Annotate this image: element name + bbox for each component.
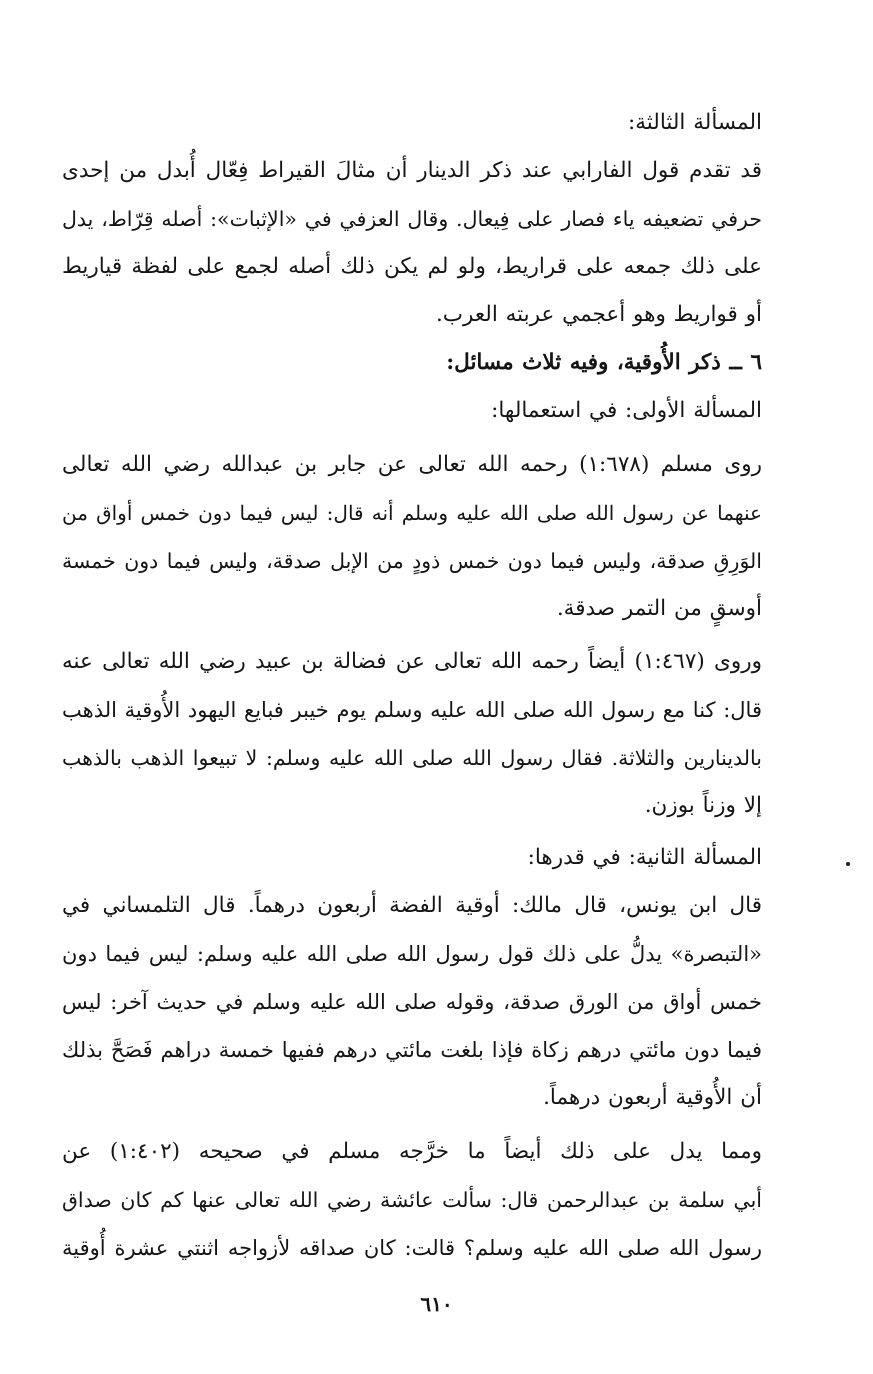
paragraph-line: روى مسلم (١:٦٧٨) رحمه الله تعالى عن جابر بن عبدالله رضي الله تعالى [62, 452, 763, 477]
paragraph-line: الوَرِقِ صدقة، وليس فيما دون خمس ذودٍ من الإبل صدقة، وليس فيما دون خمسة [62, 549, 762, 573]
section-block-5 [62, 1128, 762, 1272]
section-block-3 [62, 638, 762, 830]
paragraph-line: أبي سلمة بن عبدالرحمن قال: سألت عائشة رضي الله تعالى عنها كم كان صداق [62, 1188, 762, 1212]
page-number: ٦١٠ [420, 1292, 453, 1316]
paragraph-line: قد تقدم قول الفارابي عند ذكر الدينار أن مثالَ القيراط فِعّال أُبدل من إحدى [62, 158, 762, 183]
paragraph-line: قال: كنا مع رسول الله صلى الله عليه وسلم يوم خيبر فبايع اليهود الأُوقية الذهب [62, 698, 762, 722]
section-heading-uqiyya: ٦ ــ ذكر الأُوقية، وفيه ثلاث مسائل: [446, 350, 762, 375]
paragraph-line: رسول الله صلى الله عليه وسلم؟ قالت: كان صداقه لأزواجه اثنتي عشرة أُوقية [62, 1236, 762, 1260]
section-block-1 [62, 99, 762, 435]
paragraph-line: خمس أواق من الورق صدقة، وقوله صلى الله عليه وسلم في حديث آخر: ليس [62, 990, 762, 1014]
paragraph-line: إلا وزناً بوزن. [644, 793, 762, 818]
paragraph-line: «التبصرة» يدلُّ على ذلك قول رسول الله صلى الله عليه وسلم: ليس فيما دون [62, 942, 762, 966]
paragraph-line: بالدينارين والثلاثة. فقال رسول الله صلى الله عليه وسلم: لا تبيعوا الذهب بالذهب [62, 746, 762, 770]
section-block-2 [62, 441, 762, 633]
section-block-4 [62, 834, 762, 1122]
paragraph-line: وروى (١:٤٦٧) أيضاً رحمه الله تعالى عن فضالة بن عبيد رضي الله تعالى عنه [62, 649, 762, 674]
margin-dot [846, 862, 850, 866]
paragraph-line: عنهما عن رسول الله صلى الله عليه وسلم أنه قال: ليس فيما دون خمس أواق من [62, 501, 762, 525]
paragraph-line: قال ابن يونس، قال مالك: أوقية الفضة أربعون درهماً. قال التلمساني في [62, 893, 762, 918]
heading-second-issue: المسألة الثانية: في قدرها: [527, 845, 762, 870]
paragraph-line: حرفي تضعيفه ياء فصار على فِيعال. وقال العزفي في «الإثبات»: أصله قِرّاط، يدل [62, 207, 762, 231]
paragraph-line: على ذلك جمعه على قراريط، ولو لم يكن ذلك أصله لجمع على لفظة قياريط [62, 254, 762, 279]
paragraph-line: فيما دون مائتي درهم زكاة فإذا بلغت مائتي درهم ففيها خمسة دراهم فَصَحَّ بذلك [62, 1038, 762, 1062]
heading-first-issue: المسألة الأولى: في استعمالها: [491, 398, 762, 423]
paragraph-line: ومما يدل على ذلك أيضاً ما خرَّجه مسلم في صحيحه (١:٤٠٢) عن [62, 1139, 762, 1164]
paragraph-line: أوسقٍ من التمر صدقة. [556, 596, 762, 621]
paragraph-line: أو قواريط وهو أعجمي عربته العرب. [435, 302, 762, 327]
heading-third-issue: المسألة الثالثة: [628, 110, 762, 135]
paragraph-line: أن الأُوقية أربعون درهماً. [543, 1085, 762, 1110]
